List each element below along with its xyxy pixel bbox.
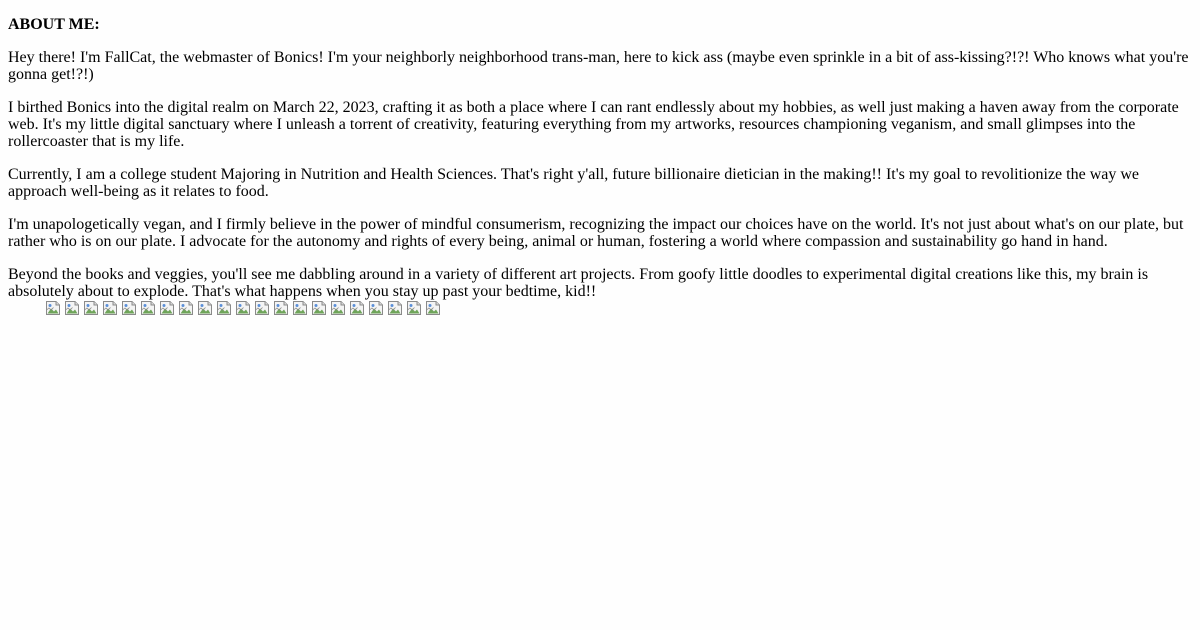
about-paragraph-art: Beyond the books and veggies, you'll see me dabbling around in a variety of different art projects. From goofy little doodles to experimental digital creations like this, my brain is absolutely about to explode. That's what happens when you stay up past your bedtime, kid!!: [8, 266, 1149, 300]
broken-image-icon[interactable]: [121, 300, 137, 316]
broken-image-icon[interactable]: [254, 300, 270, 316]
broken-image-icon[interactable]: [349, 300, 365, 316]
broken-image-icon[interactable]: [330, 300, 346, 316]
broken-image-icon[interactable]: [311, 300, 327, 316]
broken-image-icon[interactable]: [368, 300, 384, 316]
broken-image-icon[interactable]: [425, 300, 441, 316]
broken-image-icon[interactable]: [235, 300, 251, 316]
broken-image-icon[interactable]: [178, 300, 194, 316]
about-paragraph-history: I birthed Bonics into the digital realm on March 22, 2023, crafting it as both a place where I can rant endlessly about my hobbies, as well just making a haven away from the corporate web. It's my little digital sanctuary where I unleash a torrent of creativity, featuring everything from my artworks, resources championing veganism, and small glimpses into the rollercoaster that is my life.: [8, 99, 1179, 150]
broken-image-icon[interactable]: [102, 300, 118, 316]
broken-image-icon[interactable]: [64, 300, 80, 316]
badge-row: [45, 300, 441, 316]
broken-image-icon[interactable]: [45, 300, 61, 316]
broken-image-icon[interactable]: [387, 300, 403, 316]
broken-image-icon[interactable]: [216, 300, 232, 316]
broken-image-icon[interactable]: [273, 300, 289, 316]
broken-image-icon[interactable]: [159, 300, 175, 316]
broken-image-icon[interactable]: [292, 300, 308, 316]
broken-image-icon[interactable]: [140, 300, 156, 316]
broken-image-icon[interactable]: [83, 300, 99, 316]
about-paragraph-intro: Hey there! I'm FallCat, the webmaster of Bonics! I'm your neighborly neighborhood trans-man, here to kick ass (maybe even sprinkle in a bit of ass-kissing?!?! Who knows what you're gonna get!?!): [8, 49, 1189, 83]
broken-image-icon[interactable]: [197, 300, 213, 316]
about-paragraph-education: Currently, I am a college student Majoring in Nutrition and Health Sciences. That's right y'all, future billionaire dietician in the making!! It's my goal to revolitionize the way we approach well-being as it relates to food.: [8, 166, 1140, 200]
broken-image-icon[interactable]: [406, 300, 422, 316]
about-heading: ABOUT ME:: [8, 16, 100, 33]
about-paragraph-veganism: I'm unapologetically vegan, and I firmly believe in the power of mindful consumerism, recognizing the impact our choices have on the world. It's not just about what's on our plate, but rather who is on our plate. I advocate for the autonomy and rights of every being, animal or human, fostering a world where compassion and sustainability go hand in hand.: [8, 216, 1184, 250]
